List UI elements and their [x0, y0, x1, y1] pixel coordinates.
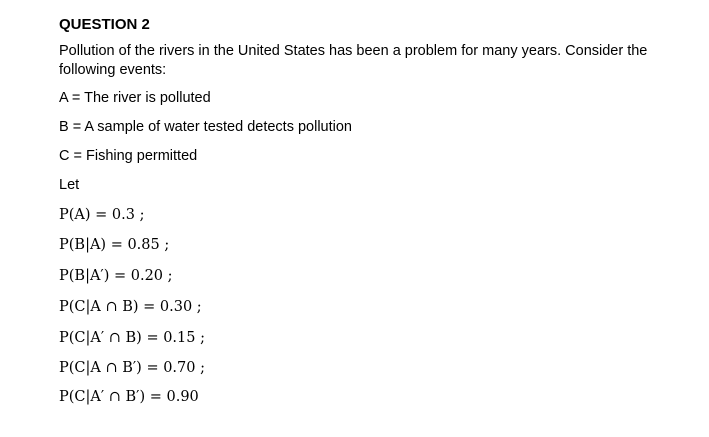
question-heading: QUESTION 2 [59, 16, 150, 33]
probability-p-b-given-a-complement: P(B|A′) = 0.20 ; [59, 268, 173, 284]
probability-p-c-given-a-and-b-complement: P(C|A ∩ B′) = 0.70 ; [59, 360, 205, 376]
event-a-definition: A = The river is polluted [59, 90, 211, 106]
probability-p-c-given-a-complement-and-b: P(C|A′ ∩ B) = 0.15 ; [59, 330, 205, 346]
probability-p-b-given-a: P(B|A) = 0.85 ; [59, 237, 170, 253]
event-b-definition: B = A sample of water tested detects pollution [59, 119, 352, 135]
probability-p-a: P(A) = 0.3 ; [59, 207, 145, 223]
question-intro: Pollution of the rivers in the United States has been a problem for many years. Consider the following events: [59, 43, 648, 78]
probability-p-c-given-a-complement-and-b-complement: P(C|A′ ∩ B′) = 0.90 [59, 389, 199, 405]
event-c-definition: C = Fishing permitted [59, 148, 198, 164]
probability-p-c-given-a-and-b: P(C|A ∩ B) = 0.30 ; [59, 299, 202, 315]
let-label: Let [59, 177, 80, 193]
